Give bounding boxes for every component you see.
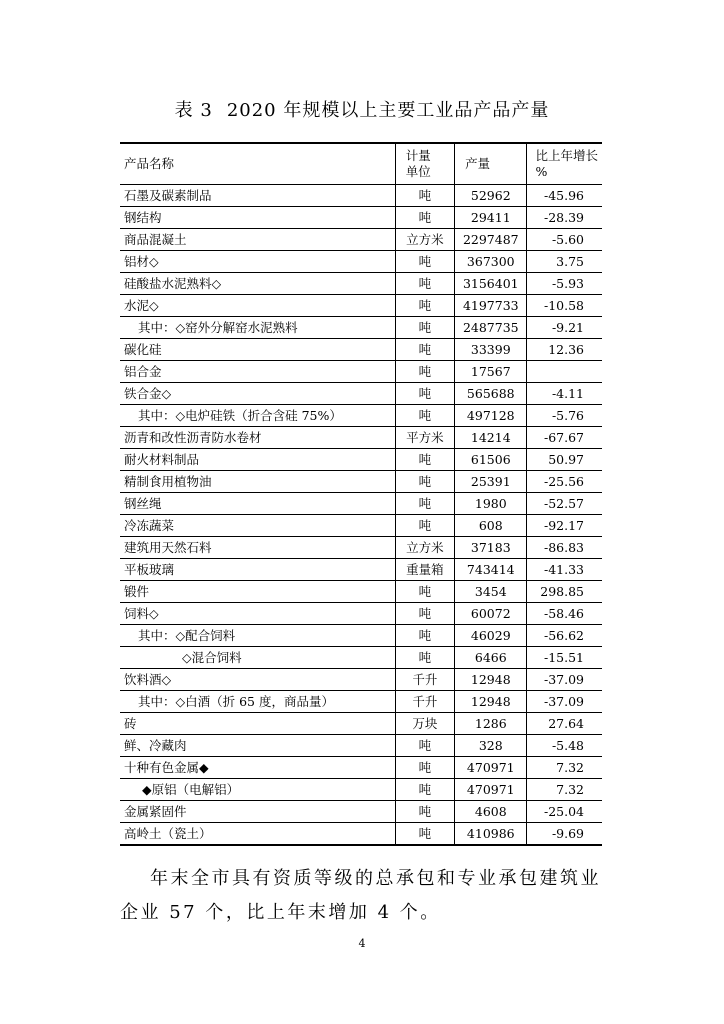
cell-growth: -5.76	[527, 405, 602, 427]
header-unit-line1: 计量	[405, 148, 431, 163]
cell-unit: 吨	[395, 493, 454, 515]
cell-name: 高岭土（瓷土）	[120, 823, 395, 846]
cell-unit: 吨	[395, 405, 454, 427]
cell-name: 铝材◇	[120, 251, 395, 273]
cell-unit: 吨	[395, 625, 454, 647]
cell-growth: -67.67	[527, 427, 602, 449]
cell-name: 精制食用植物油	[120, 471, 395, 493]
cell-unit: 万块	[395, 713, 454, 735]
cell-unit: 吨	[395, 449, 454, 471]
cell-name: 碳化硅	[120, 339, 395, 361]
cell-unit: 平方米	[395, 427, 454, 449]
table-row	[120, 471, 602, 493]
table-row	[120, 405, 602, 427]
cell-name: 铁合金◇	[120, 383, 395, 405]
cell-name: 耐火材料制品	[120, 449, 395, 471]
table-header-row	[120, 143, 602, 185]
cell-production: 3454	[455, 581, 527, 603]
cell-production: 2487735	[455, 317, 527, 339]
table-row	[120, 339, 602, 361]
cell-production: 25391	[455, 471, 527, 493]
cell-growth: -5.60	[527, 229, 602, 251]
cell-name: 金属紧固件	[120, 801, 395, 823]
cell-unit: 吨	[395, 471, 454, 493]
production-table	[120, 142, 602, 846]
table-title-text: 2020 年规模以上主要工业品产品产量	[226, 100, 550, 121]
header-growth-line2: %	[535, 164, 548, 179]
table-row	[120, 515, 602, 537]
cell-growth: -86.83	[527, 537, 602, 559]
cell-name: ◇混合饲料	[120, 647, 395, 669]
cell-name: 其中：◇白酒（折 65 度，商品量）	[120, 691, 395, 713]
cell-growth: -52.57	[527, 493, 602, 515]
table-body	[120, 185, 602, 846]
cell-name: 其中：◇电炉硅铁（折合含硅 75%）	[120, 405, 395, 427]
cell-growth	[527, 361, 602, 383]
table-row	[120, 317, 602, 339]
table-row	[120, 295, 602, 317]
cell-name: 平板玻璃	[120, 559, 395, 581]
cell-growth: 7.32	[527, 757, 602, 779]
cell-name: 硅酸盐水泥熟料◇	[120, 273, 395, 295]
cell-production: 1286	[455, 713, 527, 735]
table-title	[0, 96, 724, 122]
table-row	[120, 559, 602, 581]
cell-growth: -10.58	[527, 295, 602, 317]
cell-production: 743414	[455, 559, 527, 581]
header-name: 产品名称	[120, 143, 395, 185]
cell-growth: 7.32	[527, 779, 602, 801]
table-row	[120, 361, 602, 383]
cell-unit: 千升	[395, 669, 454, 691]
cell-production: 328	[455, 735, 527, 757]
cell-unit: 吨	[395, 295, 454, 317]
cell-unit: 吨	[395, 603, 454, 625]
cell-unit: 立方米	[395, 229, 454, 251]
cell-unit: 吨	[395, 185, 454, 207]
cell-production: 29411	[455, 207, 527, 229]
cell-growth: 12.36	[527, 339, 602, 361]
cell-unit: 吨	[395, 801, 454, 823]
body-paragraph: 年末全市具有资质等级的总承包和专业承包建筑业企业 57 个，比上年末增加 4 个。	[120, 868, 601, 923]
cell-production: 367300	[455, 251, 527, 273]
cell-production: 12948	[455, 691, 527, 713]
cell-name: 钢丝绳	[120, 493, 395, 515]
cell-growth: -4.11	[527, 383, 602, 405]
header-unit	[395, 143, 454, 185]
cell-production: 1980	[455, 493, 527, 515]
cell-unit: 吨	[395, 383, 454, 405]
cell-production: 52962	[455, 185, 527, 207]
table-row	[120, 779, 602, 801]
cell-production: 470971	[455, 757, 527, 779]
cell-name: 其中：◇窑外分解窑水泥熟料	[120, 317, 395, 339]
cell-name: 铝合金	[120, 361, 395, 383]
cell-growth: -37.09	[527, 691, 602, 713]
cell-production: 2297487	[455, 229, 527, 251]
table-row	[120, 251, 602, 273]
cell-production: 497128	[455, 405, 527, 427]
page-number: 4	[358, 937, 366, 950]
cell-name: 鲜、冷藏肉	[120, 735, 395, 757]
cell-production: 61506	[455, 449, 527, 471]
cell-name: 水泥◇	[120, 295, 395, 317]
table-row	[120, 383, 602, 405]
table-row	[120, 229, 602, 251]
cell-growth: 3.75	[527, 251, 602, 273]
table-row	[120, 603, 602, 625]
table-row	[120, 273, 602, 295]
table-row	[120, 427, 602, 449]
cell-production: 14214	[455, 427, 527, 449]
cell-growth: -25.04	[527, 801, 602, 823]
cell-growth: 27.64	[527, 713, 602, 735]
table-row	[120, 537, 602, 559]
table-row	[120, 449, 602, 471]
table-row	[120, 625, 602, 647]
cell-name: 冷冻蔬菜	[120, 515, 395, 537]
header-growth	[527, 143, 602, 185]
table-row	[120, 735, 602, 757]
cell-production: 12948	[455, 669, 527, 691]
cell-growth: -9.69	[527, 823, 602, 846]
table-row	[120, 691, 602, 713]
cell-production: 608	[455, 515, 527, 537]
cell-growth: -56.62	[527, 625, 602, 647]
cell-production: 17567	[455, 361, 527, 383]
table-row	[120, 493, 602, 515]
table-row	[120, 757, 602, 779]
cell-name: 锻件	[120, 581, 395, 603]
cell-production: 60072	[455, 603, 527, 625]
table-number: 表 3	[174, 100, 213, 121]
table-row	[120, 581, 602, 603]
table-row	[120, 823, 602, 846]
cell-growth: 298.85	[527, 581, 602, 603]
table-row	[120, 185, 602, 207]
cell-production: 3156401	[455, 273, 527, 295]
cell-production: 37183	[455, 537, 527, 559]
cell-name: 十种有色金属◆	[120, 757, 395, 779]
cell-production: 410986	[455, 823, 527, 846]
cell-growth: -37.09	[527, 669, 602, 691]
table-row	[120, 801, 602, 823]
cell-unit: 千升	[395, 691, 454, 713]
cell-unit: 吨	[395, 779, 454, 801]
cell-name: 商品混凝土	[120, 229, 395, 251]
cell-unit: 吨	[395, 317, 454, 339]
cell-unit: 吨	[395, 647, 454, 669]
cell-unit: 吨	[395, 207, 454, 229]
cell-growth: 50.97	[527, 449, 602, 471]
cell-production: 470971	[455, 779, 527, 801]
cell-growth: -58.46	[527, 603, 602, 625]
cell-unit: 吨	[395, 361, 454, 383]
cell-name: 石墨及碳素制品	[120, 185, 395, 207]
cell-production: 4197733	[455, 295, 527, 317]
header-unit-line2: 单位	[405, 164, 431, 179]
cell-unit: 吨	[395, 735, 454, 757]
cell-growth: -28.39	[527, 207, 602, 229]
cell-name: 饲料◇	[120, 603, 395, 625]
cell-unit: 吨	[395, 757, 454, 779]
cell-growth: -15.51	[527, 647, 602, 669]
header-growth-line1: 比上年增长	[535, 148, 598, 163]
cell-growth: -45.96	[527, 185, 602, 207]
cell-production: 4608	[455, 801, 527, 823]
cell-growth: -25.56	[527, 471, 602, 493]
table-row	[120, 647, 602, 669]
cell-production: 565688	[455, 383, 527, 405]
cell-name: 饮料酒◇	[120, 669, 395, 691]
cell-growth: -41.33	[527, 559, 602, 581]
cell-name: ◆原铝（电解铝）	[120, 779, 395, 801]
cell-unit: 重量箱	[395, 559, 454, 581]
header-production: 产量	[455, 143, 527, 185]
table-row	[120, 207, 602, 229]
cell-growth: -92.17	[527, 515, 602, 537]
cell-production: 46029	[455, 625, 527, 647]
cell-unit: 吨	[395, 251, 454, 273]
cell-unit: 吨	[395, 339, 454, 361]
table-row	[120, 669, 602, 691]
cell-unit: 吨	[395, 515, 454, 537]
cell-name: 建筑用天然石料	[120, 537, 395, 559]
cell-production: 33399	[455, 339, 527, 361]
cell-unit: 吨	[395, 823, 454, 846]
cell-unit: 吨	[395, 273, 454, 295]
cell-growth: -5.48	[527, 735, 602, 757]
table-row	[120, 713, 602, 735]
cell-growth: -5.93	[527, 273, 602, 295]
cell-growth: -9.21	[527, 317, 602, 339]
cell-name: 砖	[120, 713, 395, 735]
cell-name: 钢结构	[120, 207, 395, 229]
cell-name: 沥青和改性沥青防水卷材	[120, 427, 395, 449]
cell-production: 6466	[455, 647, 527, 669]
cell-name: 其中：◇配合饲料	[120, 625, 395, 647]
cell-unit: 吨	[395, 581, 454, 603]
cell-unit: 立方米	[395, 537, 454, 559]
